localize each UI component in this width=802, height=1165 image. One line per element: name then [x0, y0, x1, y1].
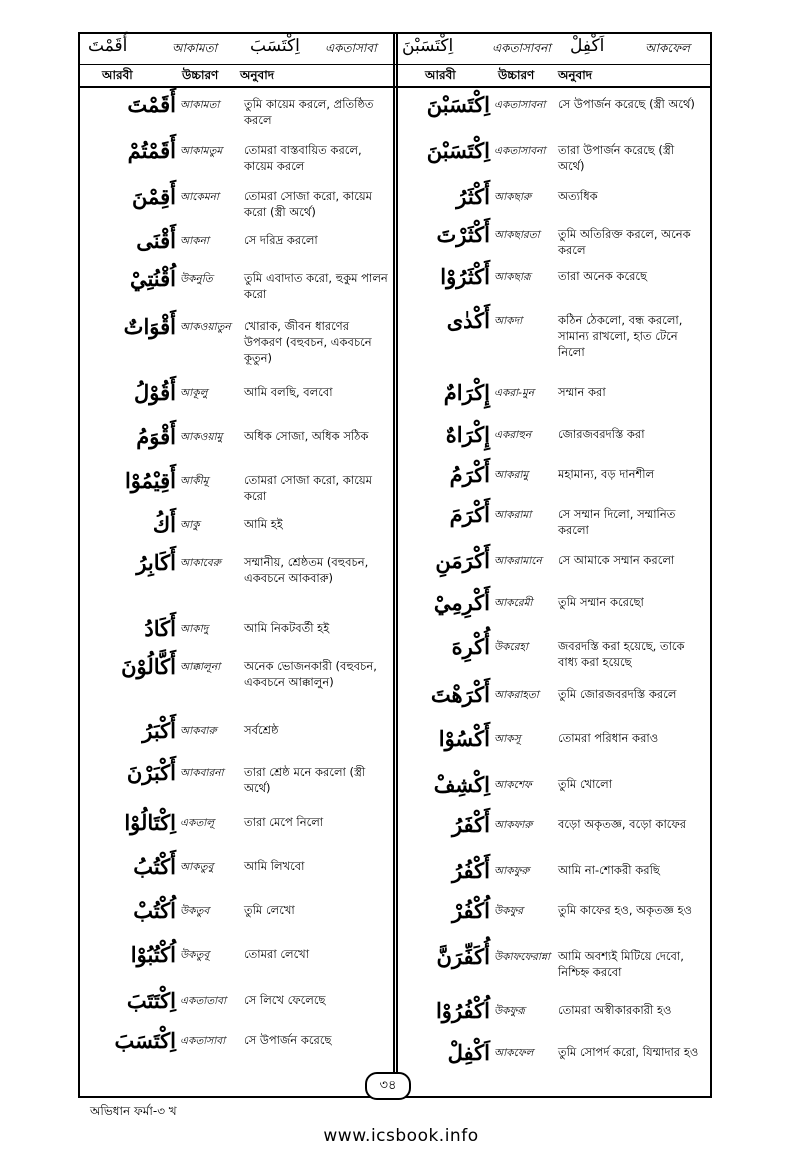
entry-meaning: তোমরা লেখো [244, 947, 310, 961]
entry-pronunciation: আকফুরু [494, 865, 530, 877]
entry-meaning: আমি নিকটবর্তী হই [244, 621, 330, 635]
entry-arabic: أَكْدٰى [446, 308, 490, 333]
entry-arabic: أَكْرِمِيْ [433, 590, 490, 615]
entry-pronunciation: আকদা [494, 315, 523, 327]
entry-meaning: তুমি সোপর্দ করো, যিম্মাদার হও [558, 1045, 699, 1059]
entry-arabic: أَكْبَرُ [142, 718, 176, 743]
entry-pronunciation: আকছারু [494, 191, 532, 203]
entry-meaning: সে উপার্জন করেছে [244, 1033, 332, 1047]
entry-meaning: তুমি এবাদাত করো, হুকুম পালন করো [244, 271, 388, 301]
entry-meaning: সে দরিদ্র করলো [244, 233, 318, 247]
entry-arabic: اِكْتَسَبَ [114, 1028, 176, 1053]
header-arabic-1: أَقَمْتَ [88, 36, 128, 56]
entry-pronunciation: একরাহুন [494, 429, 532, 441]
col-header-arabic-right: আরবী [425, 68, 456, 82]
entry-arabic: اُكْتُبُوْا [130, 942, 176, 967]
entry-meaning: তোমরা অস্বীকারকারী হও [558, 1003, 672, 1017]
entry-meaning: তুমি লেখো [244, 903, 295, 917]
col-header-pron-right: উচ্চারণ [498, 68, 535, 82]
entry-arabic: أَكَادُ [144, 616, 176, 641]
entry-pronunciation: আক্কালূনা [180, 661, 221, 673]
entry-arabic: اِكْتَالُوْا [124, 810, 176, 835]
entry-meaning: তুমি খোলো [558, 777, 613, 791]
entry-pronunciation: আকরেমী [494, 597, 533, 609]
entry-pronunciation: আকীমূ [180, 475, 209, 487]
entry-pronunciation: আকছারতা [494, 229, 540, 241]
entry-pronunciation: আকবারনা [180, 767, 224, 779]
entry-arabic: أَكْبَرْنَ [126, 760, 176, 785]
entry-arabic: أَقْوَاتٌ [123, 314, 176, 339]
entry-meaning: আমি বলছি, বলবো [244, 385, 333, 399]
entry-arabic: أَكْثَرْتَ [436, 222, 490, 247]
entry-arabic: أَكْثَرُوْا [440, 264, 490, 289]
entry-arabic: أُكْرِهَ [451, 634, 490, 659]
entry-pronunciation: আকাবেরু [180, 557, 221, 569]
entry-meaning: তারা উপার্জন করেছে (স্ত্রী অর্থে) [558, 143, 675, 173]
entry-meaning: সে উপার্জন করেছে (স্ত্রী অর্থে) [558, 97, 695, 111]
entry-pronunciation: আকু [180, 519, 200, 531]
entry-arabic: اُكْتُبْ [133, 898, 176, 923]
entry-meaning: আমি অবশ্যই মিটিয়ে দেবো, নিশ্চিহ্ন করবো [558, 949, 684, 979]
entry-arabic: اُكْفُرُوْا [435, 998, 490, 1023]
entry-pronunciation: উকতুব [180, 905, 210, 917]
entry-pronunciation: আকওয়াতুন [180, 321, 231, 333]
header-arabic-3: اِكْتَسَبْنَ [402, 36, 454, 56]
entry-meaning: জবরদস্তি করা হয়েছে, তাকে বাধ্য করা হয়েছে [558, 639, 685, 669]
entry-pronunciation: আকসূ [494, 733, 521, 745]
header-pron-3: একতাসাবনা [492, 41, 551, 55]
entry-arabic: أُكَفِّرَنَّ [436, 944, 490, 969]
page-number: ৩৪ [365, 1072, 411, 1100]
entry-arabic: أَقْنَى [136, 228, 176, 253]
entry-pronunciation: আকওয়ামু [180, 431, 223, 443]
entry-arabic: إِكْرَاهٌ [445, 422, 490, 447]
header-arabic-2: اِكْتَسَبَ [250, 36, 300, 56]
entry-arabic: اُقْنُتِيْ [129, 266, 176, 291]
entry-pronunciation: একতাসাবা [180, 1035, 226, 1047]
running-header [80, 34, 710, 65]
entry-meaning: সে লিখে ফেলেছে [244, 993, 326, 1007]
entry-pronunciation: আকরামু [494, 469, 529, 481]
entry-pronunciation: আকফারু [494, 819, 533, 831]
header-arabic-4: اَكْفِلْ [570, 36, 605, 56]
entry-meaning: সম্মান করা [558, 385, 606, 399]
entry-pronunciation: উকাফফেরান্না [494, 951, 550, 963]
entry-arabic: أَقِيْمُوْا [124, 468, 176, 493]
entry-meaning: অধিক সোজা, অধিক সঠিক [244, 429, 369, 443]
entry-meaning: আমি লিখবো [244, 859, 305, 873]
entry-pronunciation: আকাদু [180, 623, 209, 635]
entry-pronunciation: আকামতুম [180, 145, 223, 157]
header-pron-4: আকফেল [645, 41, 690, 55]
entry-arabic: أَكَابِرُ [136, 550, 176, 575]
entry-arabic: أَقِمْنَ [132, 184, 176, 209]
header-pron-1: আকামতা [172, 41, 218, 55]
entry-meaning: সর্বশ্রেষ্ঠ [244, 723, 279, 737]
entry-arabic: إِكْرَامٌ [443, 380, 490, 405]
entry-arabic: أَقُوْلُ [134, 380, 176, 405]
entry-pronunciation: একতাসাবনা [494, 99, 546, 111]
header-pron-2: একতাসাবা [325, 41, 377, 55]
entry-pronunciation: উকতুবূ [180, 949, 210, 961]
entry-pronunciation: আকরাহতা [494, 689, 539, 701]
entry-meaning: আমি না-শোকরী করছি [558, 863, 660, 877]
entry-meaning: তারা শ্রেষ্ঠ মনে করলো (স্ত্রী অর্থে) [244, 765, 366, 795]
col-header-arabic-left: আরবী [102, 68, 133, 82]
entry-meaning: তারা অনেক করেছে [558, 269, 648, 283]
entry-meaning: সে আমাকে সম্মান করলো [558, 553, 675, 567]
entry-meaning: তোমরা সোজা করো, কায়েম করো [244, 473, 373, 503]
entry-pronunciation: আকছারূ [494, 271, 531, 283]
entry-arabic: أَكْرَمَ [449, 502, 490, 527]
entry-arabic: أَقَمْتَ [127, 92, 176, 117]
entry-meaning: তুমি জোরজবরদস্তি করলে [558, 687, 677, 701]
entry-meaning: তুমি কাফের হও, অকৃতজ্ঞ হও [558, 903, 692, 917]
entry-meaning: তুমি অতিরিক্ত করলে, অনেক করলে [558, 227, 691, 257]
entry-pronunciation: একতাসাবনা [494, 145, 546, 157]
entry-arabic: أَكْرَهْتَ [430, 682, 490, 707]
entry-arabic: أَكَّالُوْنَ [121, 654, 176, 679]
footer-form-label: অভিধান ফর্মা-৩ খ [90, 1104, 177, 1118]
entry-arabic: اَكْفِلْ [447, 1040, 490, 1065]
entry-arabic: أَقْوَمُ [136, 424, 176, 449]
entry-pronunciation: আকামতা [180, 99, 220, 111]
entry-pronunciation: আকতুবু [180, 861, 214, 873]
entry-meaning: তুমি কায়েম করলে, প্রতিষ্ঠিত করলে [244, 97, 374, 127]
entry-arabic: أَكْفُرُ [451, 858, 490, 883]
entry-arabic: أَكْثَرُ [456, 184, 490, 209]
entry-arabic: اِكْتَتَبَ [126, 988, 176, 1013]
entry-pronunciation: আকরামা [494, 509, 532, 521]
entry-meaning: বড়ো অকৃতজ্ঞ, বড়ো কাফের [558, 817, 687, 831]
entry-pronunciation: উকনুতি [180, 273, 213, 285]
entry-meaning: অত্যধিক [558, 189, 598, 203]
entry-pronunciation: একরা-মুন [494, 387, 535, 399]
entry-meaning: মহামান্য, বড় দানশীল [558, 467, 655, 481]
entry-meaning: সে সম্মান দিলো, সম্মানিত করলো [558, 507, 676, 537]
entry-arabic: أَكْرَمَنِ [435, 548, 490, 573]
entry-meaning: তোমরা সোজা করো, কায়েম করো (স্ত্রী অর্থে) [244, 189, 373, 219]
entry-pronunciation: একতালূ [180, 817, 215, 829]
entry-arabic: أَكْتُبُ [133, 854, 176, 879]
entry-meaning: তোমরা পরিধান করাও [558, 731, 659, 745]
entry-meaning: জোরজবরদস্তি করা [558, 427, 645, 441]
entry-meaning: কঠিন ঠেকলো, বন্ধ করলো, সামান্য রাখলো, হাত টেনে নিলো [558, 313, 683, 359]
entry-pronunciation: একতাতাবা [180, 995, 227, 1007]
entry-pronunciation: আকশেফ [494, 779, 532, 791]
col-header-meaning-right: অনুবাদ [558, 68, 593, 82]
column-divider [393, 32, 398, 1082]
entry-arabic: أَكُ [152, 512, 176, 537]
entry-arabic: اُكْفُرْ [451, 898, 490, 923]
entry-meaning: অনেক ভোজনকারী (বহুবচন, একবচনে আক্কালুন) [244, 659, 377, 689]
col-header-meaning-left: অনুবাদ [240, 68, 275, 82]
entry-arabic: أَكْفَرُ [451, 812, 490, 837]
entry-meaning: সম্মানীয়, শ্রেষ্ঠতম (বহুবচন, একবচনে আকবারু) [244, 555, 369, 585]
entry-pronunciation: আকনা [180, 235, 209, 247]
column-headers [80, 64, 710, 88]
entry-arabic: أَكْرَمُ [449, 462, 490, 487]
entry-pronunciation: আকেমনা [180, 191, 219, 203]
entry-arabic: اِكْتَسَبْنَ [426, 138, 490, 163]
entry-pronunciation: আকূলু [180, 387, 208, 399]
entry-arabic: أَكْسُوْا [438, 726, 490, 751]
entry-pronunciation: উকরেহা [494, 641, 529, 653]
entry-meaning: তুমি সম্মান করেছো [558, 595, 644, 609]
entry-meaning: তোমরা বাস্তবায়িত করলে, কায়েম করলে [244, 143, 362, 173]
col-header-pron-left: উচ্চারণ [182, 68, 219, 82]
entry-pronunciation: আকফেল [494, 1047, 534, 1059]
entry-pronunciation: উকফুর [494, 905, 523, 917]
entry-arabic: أَقَمْتُمْ [127, 138, 176, 163]
entry-arabic: اِكْتَسَبْنَ [426, 92, 490, 117]
website-link[interactable]: www.icsbook.info [323, 1126, 479, 1146]
entry-pronunciation: আকরামানে [494, 555, 542, 567]
entry-meaning: আমি হই [244, 517, 283, 531]
entry-pronunciation: আকবারু [180, 725, 217, 737]
entry-pronunciation: উকফুরূ [494, 1005, 525, 1017]
entry-arabic: اِكْشِفْ [433, 772, 490, 797]
entry-meaning: তারা মেপে নিলো [244, 815, 324, 829]
entry-meaning: খোরাক, জীবন ধারণের উপকরণ (বহুবচন, একবচনে কূতুন) [244, 319, 372, 365]
